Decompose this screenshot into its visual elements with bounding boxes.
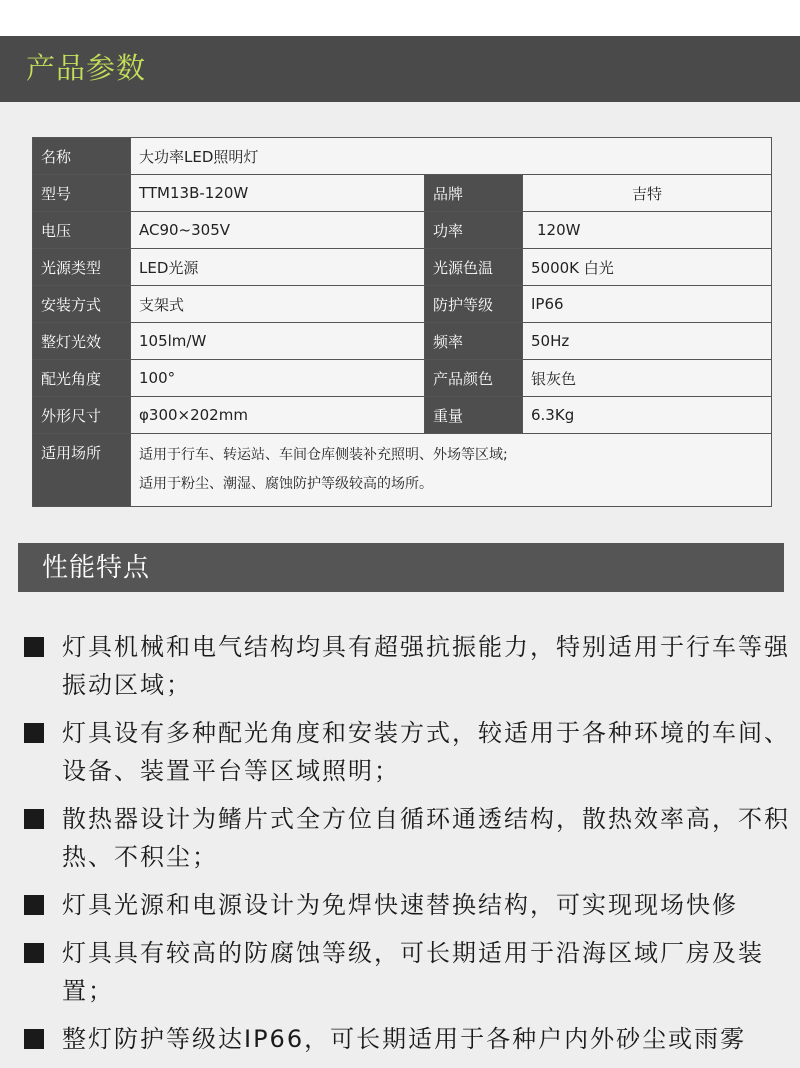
param-value: 银灰色 — [523, 360, 772, 397]
param-label: 整灯光效 — [33, 323, 131, 360]
section-header-params — [0, 36, 800, 102]
table-row — [33, 212, 772, 249]
list-item — [0, 1020, 800, 1058]
param-value: 100° — [131, 360, 425, 397]
usage-line: 适用于粉尘、潮湿、腐蚀防护等级较高的场所。 — [139, 476, 433, 492]
param-value: 50Hz — [523, 323, 772, 360]
param-label: 产品颜色 — [425, 360, 523, 397]
param-value: TTM13B-120W — [131, 175, 425, 212]
list-item — [0, 886, 800, 924]
param-value-name: 大功率LED照明灯 — [131, 138, 772, 175]
table-row — [33, 397, 772, 434]
table-row — [33, 175, 772, 212]
param-label: 品牌 — [425, 175, 523, 212]
top-margin — [0, 0, 800, 36]
param-value: 6.3Kg — [523, 397, 772, 434]
feature-text: 灯具机械和电气结构均具有超强抗振能力，特别适用于行车等强振动区域； — [62, 633, 790, 699]
param-value: AC90~305V — [131, 212, 425, 249]
param-value: 支架式 — [131, 286, 425, 323]
list-item — [0, 714, 800, 790]
param-value: 120W — [523, 212, 772, 249]
square-bullet-icon — [24, 895, 44, 915]
param-value: 105lm/W — [131, 323, 425, 360]
square-bullet-icon — [24, 1029, 44, 1049]
section-title-features: 性能特点 — [42, 553, 151, 583]
table-row — [33, 360, 772, 397]
table-row — [33, 249, 772, 286]
param-label: 外形尺寸 — [33, 397, 131, 434]
table-row — [33, 138, 772, 175]
section-header-features — [18, 543, 784, 592]
square-bullet-icon — [24, 943, 44, 963]
feature-text: 整灯防护等级达IP66，可长期适用于各种户内外砂尘或雨雾 — [62, 1025, 747, 1053]
square-bullet-icon — [24, 637, 44, 657]
usage-line: 适用于行车、转运站、车间仓库侧装补充照明、外场等区域; — [139, 447, 508, 463]
list-item — [0, 934, 800, 1010]
param-label: 重量 — [425, 397, 523, 434]
param-label: 光源色温 — [425, 249, 523, 286]
feature-text: 灯具设有多种配光角度和安装方式，较适用于各种环境的车间、设备、装置平台等区域照明； — [62, 719, 790, 785]
section-title-params: 产品参数 — [26, 51, 147, 85]
table-row — [33, 286, 772, 323]
params-table — [32, 137, 772, 507]
param-value: LED光源 — [131, 249, 425, 286]
feature-text: 灯具具有较高的防腐蚀等级，可长期适用于沿海区域厂房及装置； — [62, 939, 764, 1005]
feature-text: 散热器设计为鳍片式全方位自循环通透结构，散热效率高，不积热、不积尘； — [62, 805, 790, 871]
param-label: 电压 — [33, 212, 131, 249]
table-row — [33, 323, 772, 360]
features-list — [0, 628, 800, 1068]
param-label: 配光角度 — [33, 360, 131, 397]
table-row — [33, 434, 772, 507]
param-value: IP66 — [523, 286, 772, 323]
param-label: 防护等级 — [425, 286, 523, 323]
square-bullet-icon — [24, 723, 44, 743]
param-label: 功率 — [425, 212, 523, 249]
param-label-usage: 适用场所 — [33, 434, 131, 507]
param-label: 型号 — [33, 175, 131, 212]
list-item — [0, 628, 800, 704]
square-bullet-icon — [24, 809, 44, 829]
param-value: 吉特 — [523, 175, 772, 212]
param-label: 安装方式 — [33, 286, 131, 323]
param-value-usage — [131, 434, 772, 507]
param-label-name: 名称 — [33, 138, 131, 175]
feature-text: 灯具光源和电源设计为免焊快速替换结构，可实现现场快修 — [62, 891, 738, 919]
list-item — [0, 800, 800, 876]
param-label: 频率 — [425, 323, 523, 360]
param-value: 5000K 白光 — [523, 249, 772, 286]
param-label: 光源类型 — [33, 249, 131, 286]
param-value: φ300×202mm — [131, 397, 425, 434]
